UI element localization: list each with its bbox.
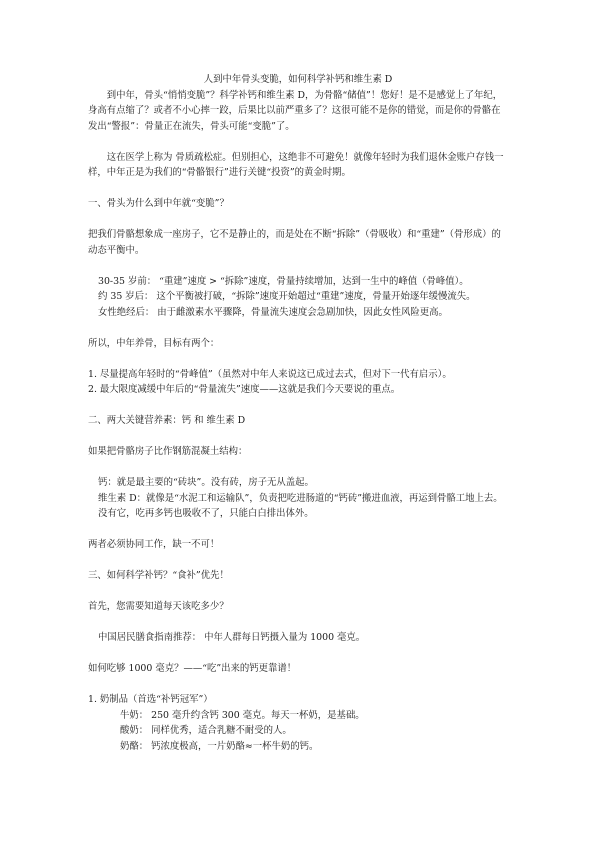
recommendation-line: 中国居民膳食指南推荐： 中年人群每日钙摄入量为 1000 毫克。: [98, 632, 366, 643]
stage-item: 约 35 岁后： 这个平衡被打破，“拆除”速度开始超过“重建”速度，骨量开始逐年缓慢流失。: [98, 291, 476, 302]
intro-paragraph-1: 到中年，骨头“悄悄变脆”？科学补钙和维生素 D，为骨骼“储值”！您好！是不是感觉上了年纪，身高有点缩了？或者不小心摔一跤，后果比以前严重多了？这很可能不是你的错觉，而是你的骨骼在发出“警报”：骨量正在流失，骨头可能“变脆”了。: [88, 89, 503, 132]
goal-intro: 所以，中年养骨，目标有两个：: [88, 337, 220, 349]
spacer: [88, 320, 508, 336]
spacer: [88, 398, 508, 414]
dairy-heading: 1. 奶制品（首选“补钙冠军”）: [88, 694, 213, 705]
spacer: [88, 553, 508, 569]
spacer: [88, 615, 508, 631]
section-1-paragraph: 把我们骨骼想象成一座房子，它不是静止的，而是处在不断“拆除”（骨吸收）和“重建”（骨形成）的动态平衡中。: [88, 229, 501, 256]
spacer: [88, 134, 508, 150]
section-2-heading: 二、两大关键营养素：钙 和 维生素 D: [88, 415, 246, 426]
section-3-heading: 三、如何科学补钙？“食补”优先！: [88, 570, 229, 581]
how-to-line: 如何吃够 1000 毫克？——“吃”出来的钙更靠谱！: [88, 663, 297, 674]
spacer: [88, 429, 508, 445]
goal-item: 2. 最大限度减缓中年后的“骨量流失”速度——这就是我们今天要说的重点。: [88, 384, 401, 395]
stage-item: 女性绝经后： 由于雌激素水平骤降，骨量流失速度会急剧加快，因此女性风险更高。: [98, 306, 448, 318]
spacer: [88, 460, 508, 476]
spacer: [88, 181, 508, 197]
spacer: [88, 584, 508, 600]
nutrient-item: 钙：就是最主要的“砖块”。没有砖，房子无从盖起。: [98, 477, 314, 488]
nutrient-item: 维生素 D：就像是“水泥工和运输队”，负责把吃进肠道的“钙砖”搬进血液，再运到骨骼工地上去。没有它，吃再多钙也吸收不了，只能白白排出体外。: [98, 492, 503, 519]
section-2-conclusion: 两者必须协同工作，缺一不可！: [88, 539, 220, 550]
dairy-item: 牛奶： 250 毫升约含钙 300 毫克。每天一杯奶，是基础。: [120, 709, 365, 721]
spacer: [88, 212, 508, 228]
spacer: [88, 351, 508, 367]
spacer: [88, 677, 508, 693]
spacer: [88, 522, 508, 538]
page-title: 人到中年骨头变脆，如何科学补钙和维生素 D: [203, 74, 393, 85]
document-page: [88, 72, 508, 754]
section-1-heading: 一、骨头为什么到中年就“变脆”？: [88, 198, 229, 209]
spacer: [88, 258, 508, 274]
stage-item: 30-35 岁前： “重建”速度 > “拆除”速度，骨量持续增加，达到一生中的峰值（骨峰值）。: [98, 275, 469, 287]
section-3-paragraph: 首先，您需要知道每天该吃多少？: [88, 601, 229, 612]
goal-item: 1. 尽量提高年轻时的“骨峰值”（虽然对中年人来说这已成过去式，但对下一代有启示）。: [88, 368, 452, 380]
intro-paragraph-2: 这在医学上称为 骨质疏松症。但别担心，这绝非不可避免！就像年轻时为我们退休金账户存钱一样，中年正是为我们的“骨骼银行”进行关键“投资”的黄金时期。: [88, 151, 504, 178]
spacer: [88, 646, 508, 662]
dairy-item: 酸奶： 同样优秀，适合乳糖不耐受的人。: [120, 725, 292, 736]
section-2-paragraph: 如果把骨骼房子比作钢筋混凝土结构：: [88, 446, 248, 457]
dairy-item: 奶酪： 钙浓度极高，一片奶酪≈一杯牛奶的钙。: [120, 740, 319, 752]
